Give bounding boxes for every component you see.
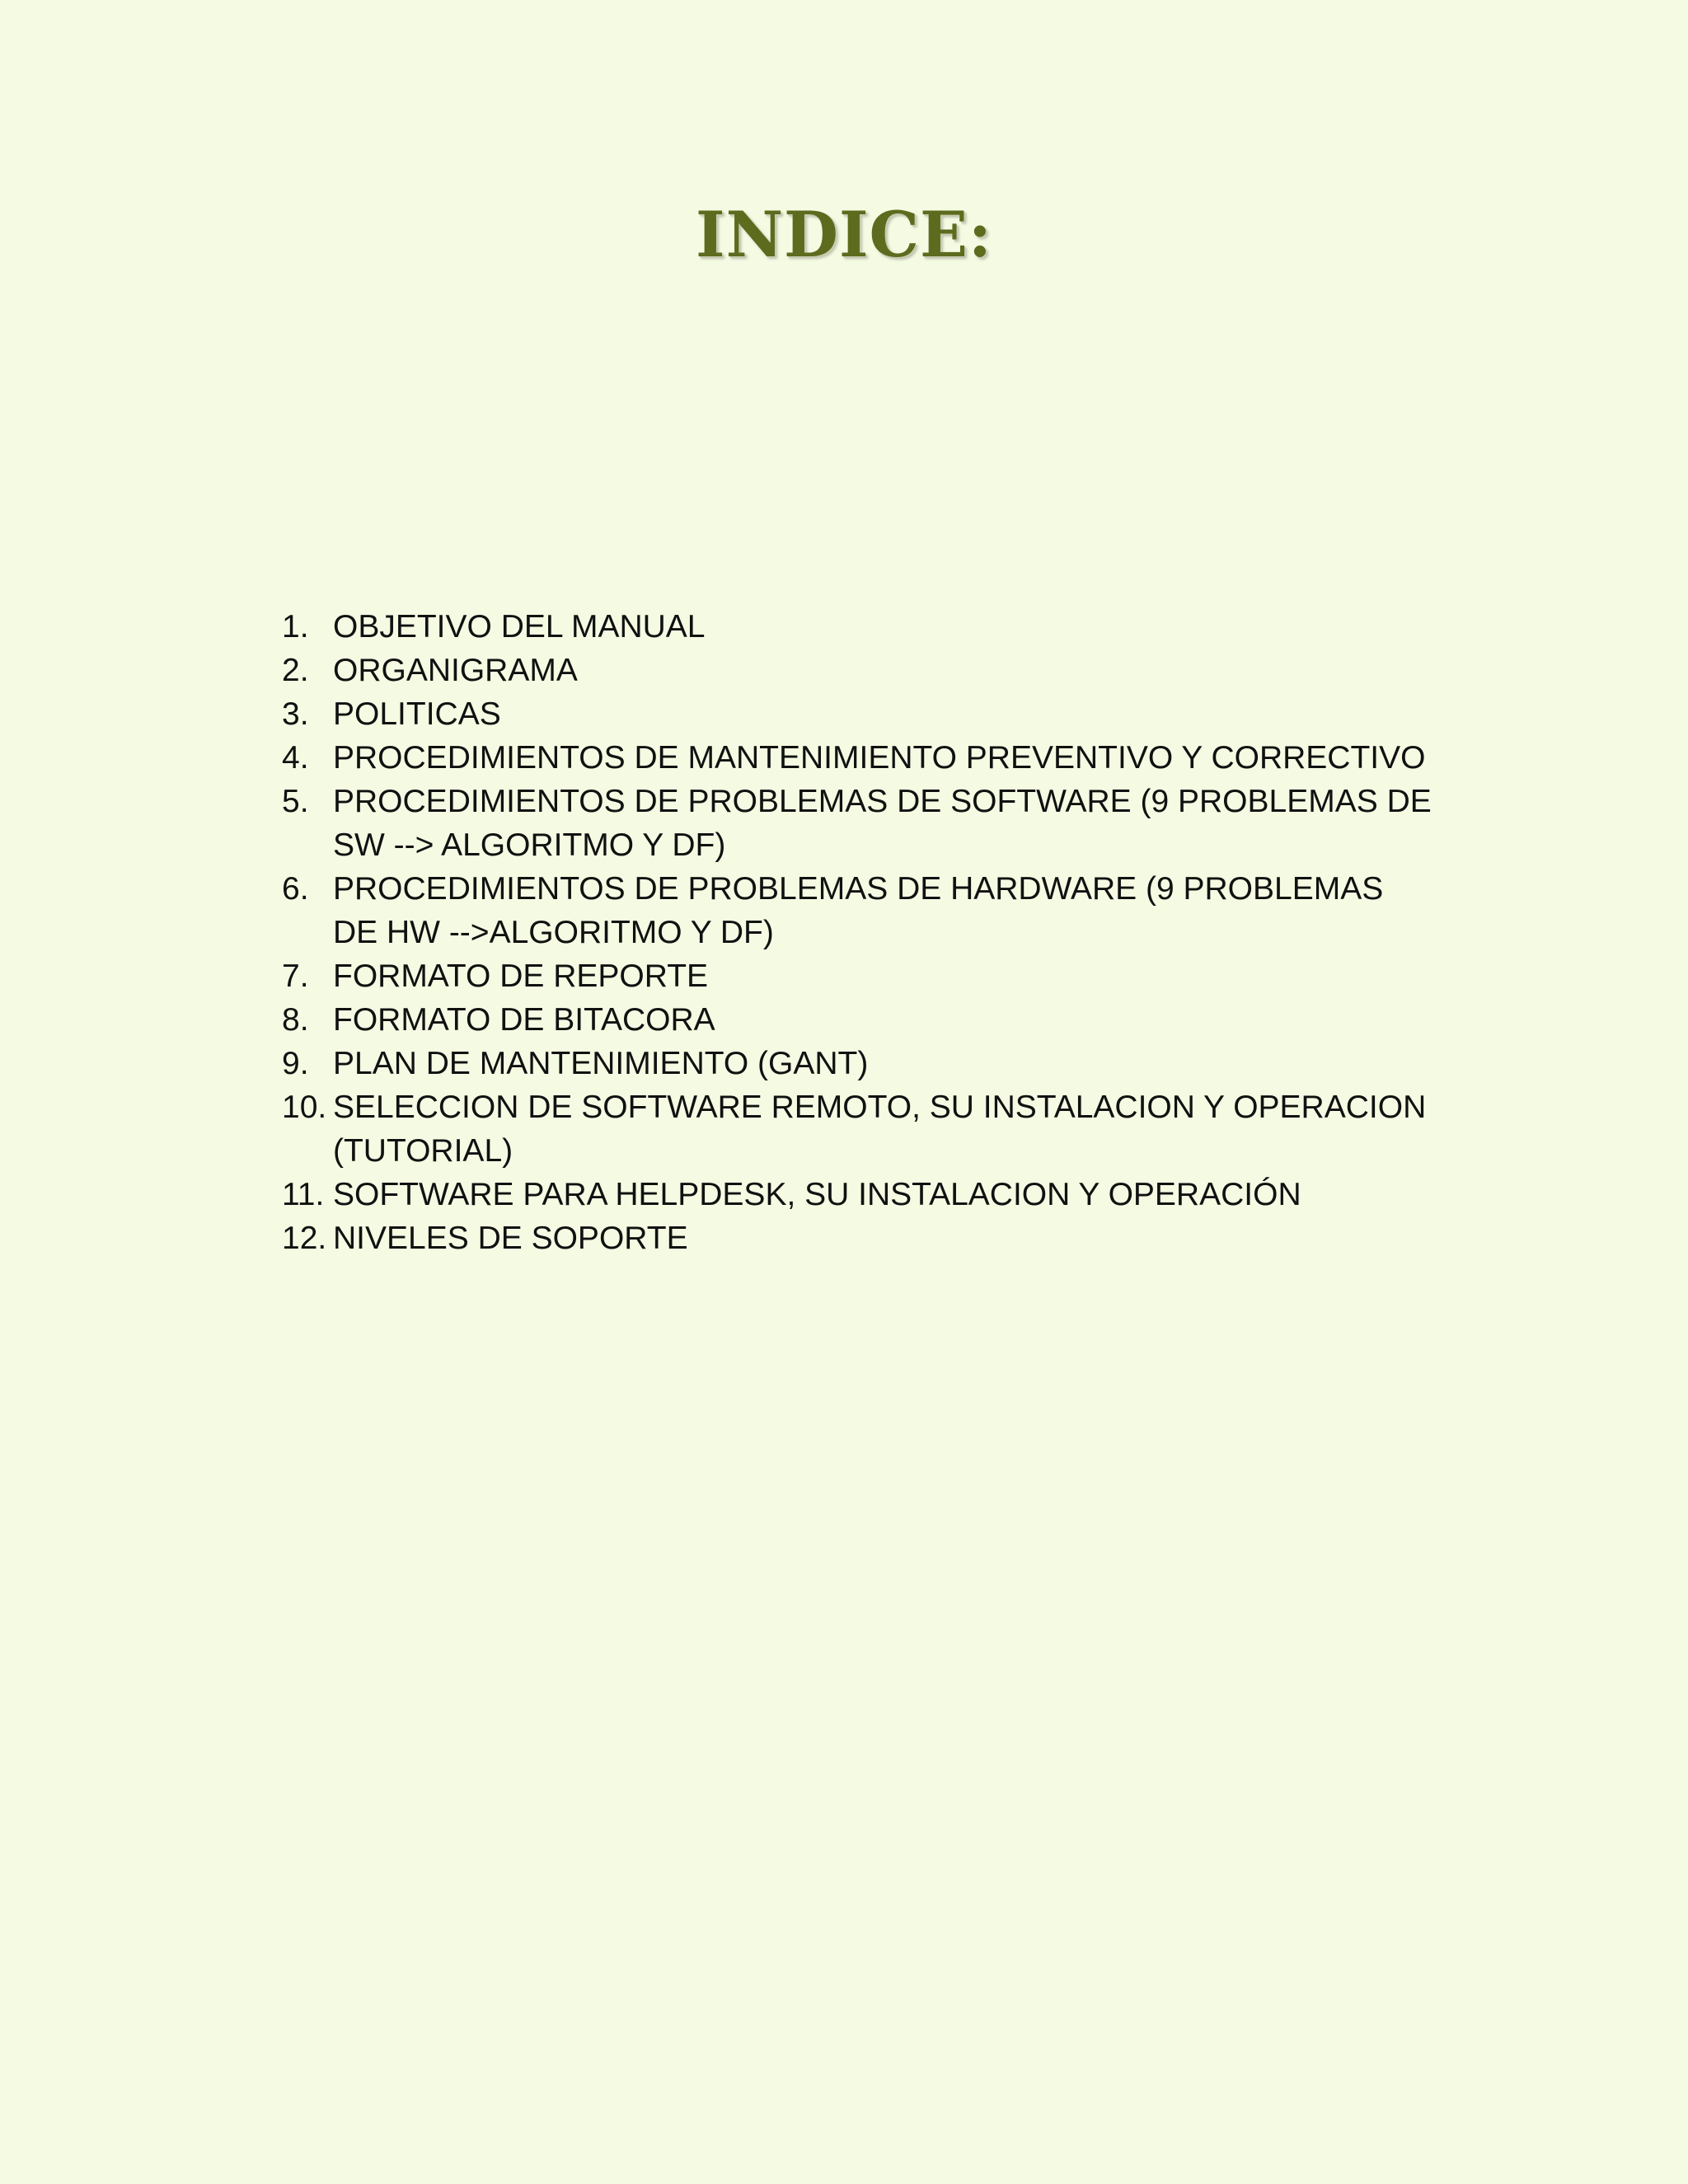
toc-item-number: 3. [282,696,309,732]
toc-item [282,780,1436,867]
toc-item-text: PROCEDIMIENTOS DE MANTENIMIENTO PREVENTIVO Y CORRECTIVO [333,740,1426,776]
toc-item-number: 1. [282,609,309,644]
toc-item-number: 9. [282,1046,309,1081]
page-title: INDICE: [696,198,992,271]
toc-item [282,649,1436,692]
toc-item-number: 4. [282,740,309,776]
toc-item-number: 7. [282,958,309,994]
toc-item-number: 10. [282,1090,327,1125]
toc-item [282,954,1436,998]
toc-item [282,605,1436,649]
toc-item [282,867,1436,954]
toc-item [282,1042,1436,1085]
toc-item [282,1085,1436,1173]
toc-item-text: PROCEDIMIENTOS DE PROBLEMAS DE HARDWARE (9 PROBLEMAS DE HW -->ALGORITMO Y DF) [333,871,1384,950]
toc-item [282,1216,1436,1260]
toc-item-text: PROCEDIMIENTOS DE PROBLEMAS DE SOFTWARE (9 PROBLEMAS DE SW --> ALGORITMO Y DF) [333,784,1432,863]
toc-item-text: OBJETIVO DEL MANUAL [333,609,706,644]
toc-item-number: 11. [282,1177,325,1212]
toc-item-number: 5. [282,784,309,819]
toc-item [282,998,1436,1042]
table-of-contents [282,605,1436,1260]
toc-item-number: 6. [282,871,309,907]
toc-item-text: FORMATO DE REPORTE [333,958,709,994]
toc-item-number: 2. [282,653,309,688]
toc-item-text: NIVELES DE SOPORTE [333,1221,688,1256]
toc-item-number: 12. [282,1221,327,1256]
toc-item [282,1173,1436,1216]
toc-item-text: POLITICAS [333,696,501,732]
toc-item [282,692,1436,736]
toc-item-text: ORGANIGRAMA [333,653,578,688]
toc-item-text: SELECCION DE SOFTWARE REMOTO, SU INSTALACION Y OPERACION (TUTORIAL) [333,1090,1427,1169]
toc-item [282,736,1436,780]
toc-item-text: PLAN DE MANTENIMIENTO (GANT) [333,1046,869,1081]
toc-item-number: 8. [282,1002,309,1038]
toc-item-text: SOFTWARE PARA HELPDESK, SU INSTALACION Y OPERACIÓN [333,1177,1301,1212]
toc-item-text: FORMATO DE BITACORA [333,1002,715,1038]
